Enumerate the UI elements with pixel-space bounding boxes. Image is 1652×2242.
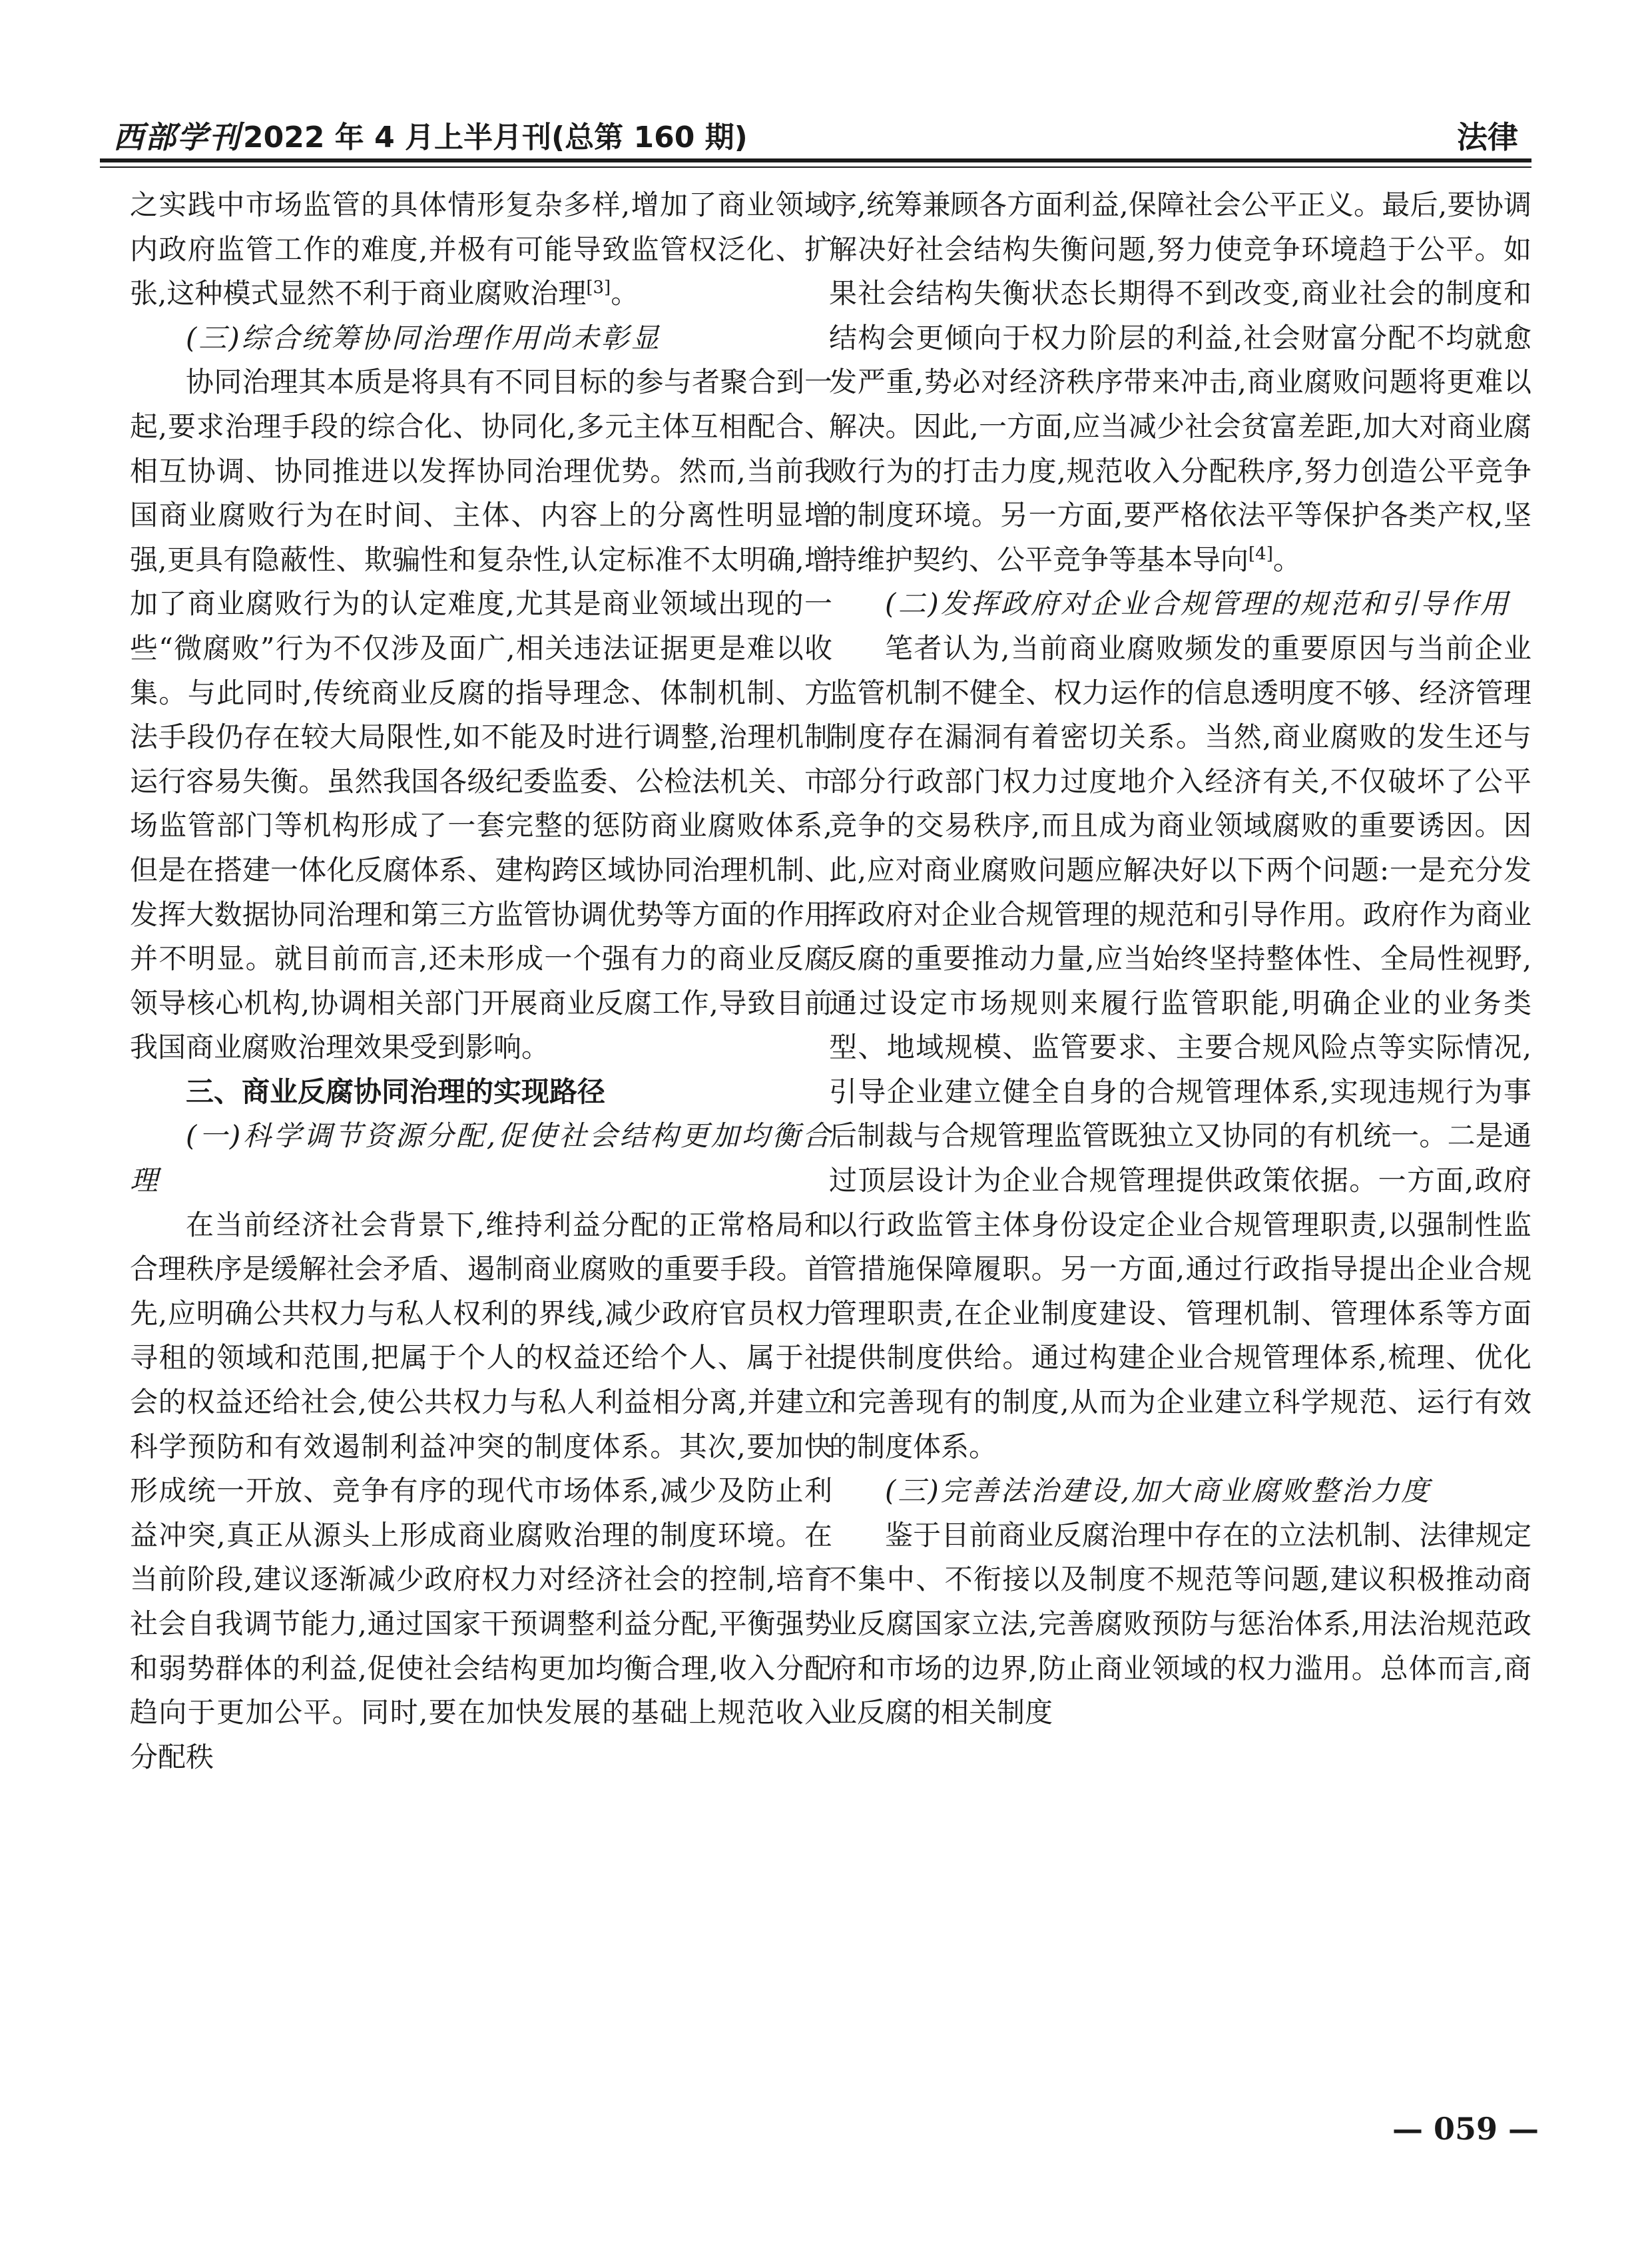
paragraph-text: 鉴于目前商业反腐治理中存在的立法机制、法律规定不集中、不衔接以及制度不规范等问题,建议积极推动商业反腐国家立法,完善腐败预防与惩治体系,用法治规范政府和市场的边界,防止商业领域的权力滥用。总体而言,商业反腐的相关制度 xyxy=(829,1518,1531,1729)
citation-ref: [4] xyxy=(1248,543,1273,564)
paragraph-text: 序,统筹兼顾各方面利益,保障社会公平正义。最后,要协调解决好社会结构失衡问题,努力使竞争环境趋于公平。如果社会结构失衡状态长期得不到改变,商业社会的制度和结构会更倾向于权力阶层的利益,社会财富分配不均就愈发严重,势必对经济秩序带来冲击,商业腐败问题将更难以解决。因此,一方面,应当减少社会贫富差距,加大对商业腐败行为的打击力度,规范收入分配秩序,努力创造公平竞争的制度环境。另一方面,要严格依法平等保护各类产权,坚持维护契约、公平竞争等基本导向 xyxy=(829,188,1531,576)
running-header xyxy=(100,100,1531,160)
body-paragraph xyxy=(130,1203,832,1780)
body-paragraph xyxy=(829,183,1531,582)
paragraph-text: 在当前经济社会背景下,维持利益分配的正常格局和合理秩序是缓解社会矛盾、遏制商业腐败的重要手段。首先,应明确公共权力与私人权利的界线,减少政府官员权力寻租的领域和范围,把属于个人的权益还给个人、属于社会的权益还给社会,使公共权力与私人利益相分离,并建立科学预防和有效遏制利益冲突的制度体系。其次,要加快形成统一开放、竞争有序的现代市场体系,减少及防止利益冲突,真正从源头上形成商业腐败治理的制度环境。在当前阶段,建议逐渐减少政府权力对经济社会的控制,培育社会自我调节能力,通过国家干预调整利益分配,平衡强势和弱势群体的利益,促使社会结构更加均衡合理,收入分配趋向于更加公平。同时,要在加快发展的基础上规范收入分配秩 xyxy=(130,1208,832,1773)
body-paragraph xyxy=(829,1514,1531,1735)
body-paragraph xyxy=(130,360,832,1070)
header-rule-thick xyxy=(100,158,1531,162)
body-paragraph xyxy=(130,183,832,316)
paragraph-end: 。 xyxy=(611,277,639,310)
paragraph-end: 。 xyxy=(1272,543,1301,576)
right-column xyxy=(829,183,1531,2074)
paragraph-text: 笔者认为,当前商业腐败频发的重要原因与当前企业监管机制不健全、权力运作的信息透明度不够、经济管理制度存在漏洞有着密切关系。当然,商业腐败的发生还与部分行政部门权力过度地介入经济有关,不仅破坏了公平竞争的交易秩序,而且成为商业领域腐败的重要诱因。因此,应对商业腐败问题应解决好以下两个问题:一是充分发挥政府对企业合规管理的规范和引导作用。政府作为商业反腐的重要推动力量,应当始终坚持整体性、全局性视野,通过设定市场规则来履行监管职能,明确企业的业务类型、地域规模、监管要求、主要合规风险点等实际情况,引导企业建立健全自身的合规管理体系,实现违规行为事后制裁与合规管理监管既独立又协同的有机统一。二是通过顶层设计为企业合规管理提供政策依据。一方面,政府以行政监管主体身份设定企业合规管理职责,以强制性监管措施保障履职。另一方面,通过行政指导提出企业合规管理职责,在企业制度建设、管理机制、管理体系等方面提供制度供给。通过构建企业合规管理体系,梳理、优化和完善现有的制度,从而为企业建立科学规范、运行有效的制度体系。 xyxy=(829,631,1531,1463)
paragraph-text: 协同治理其本质是将具有不同目标的参与者聚合到一起,要求治理手段的综合化、协同化,多元主体互相配合、相互协调、协同推进以发挥协同治理优势。然而,当前我国商业腐败行为在时间、主体、内容上的分离性明显增强,更具有隐蔽性、欺骗性和复杂性,认定标准不太明确,增加了商业腐败行为的认定难度,尤其是商业领域出现的一些“微腐败”行为不仅涉及面广,相关违法证据更是难以收集。与此同时,传统商业反腐的指导理念、体制机制、方法手段仍存在较大局限性,如不能及时进行调整,治理机制运行容易失衡。虽然我国各级纪委监委、公检法机关、市场监管部门等机构形成了一套完整的惩防商业腐败体系,但是在搭建一体化反腐体系、建构跨区域协同治理机制、发挥大数据协同治理和第三方监管协调优势等方面的作用并不明显。就目前而言,还未形成一个强有力的商业反腐领导核心机构,协调相关部门开展商业反腐工作,导致目前我国商业腐败治理效果受到影响。 xyxy=(130,366,832,1064)
body-paragraph xyxy=(829,627,1531,1469)
header-rule-thin xyxy=(100,166,1531,168)
journal-logo: 西部学刊 xyxy=(113,119,241,155)
left-column xyxy=(130,183,832,2074)
subsection-heading: (二)发挥政府对企业合规管理的规范和引导作用 xyxy=(885,587,1510,621)
paragraph-text: 之实践中市场监管的具体情形复杂多样,增加了商业领域内政府监管工作的难度,并极有可能导致监管权泛化、扩张,这种模式显然不利于商业腐败治理 xyxy=(130,188,832,310)
subsection-heading: (一)科学调节资源分配,促使社会结构更加均衡合理 xyxy=(130,1119,832,1197)
section-heading: 三、商业反腐协同治理的实现路径 xyxy=(186,1075,606,1108)
subsection-heading: (三)完善法治建设,加大商业腐败整治力度 xyxy=(885,1474,1432,1508)
citation-ref: [3] xyxy=(586,278,611,298)
section-name: 法律 xyxy=(1457,119,1518,155)
page-number: — 059 — xyxy=(1392,2111,1539,2147)
subsection-heading: (三)综合统筹协同治理作用尚未彰显 xyxy=(186,321,661,354)
issue-info: 2022 年 4 月上半月刊(总第 160 期) xyxy=(243,121,748,154)
